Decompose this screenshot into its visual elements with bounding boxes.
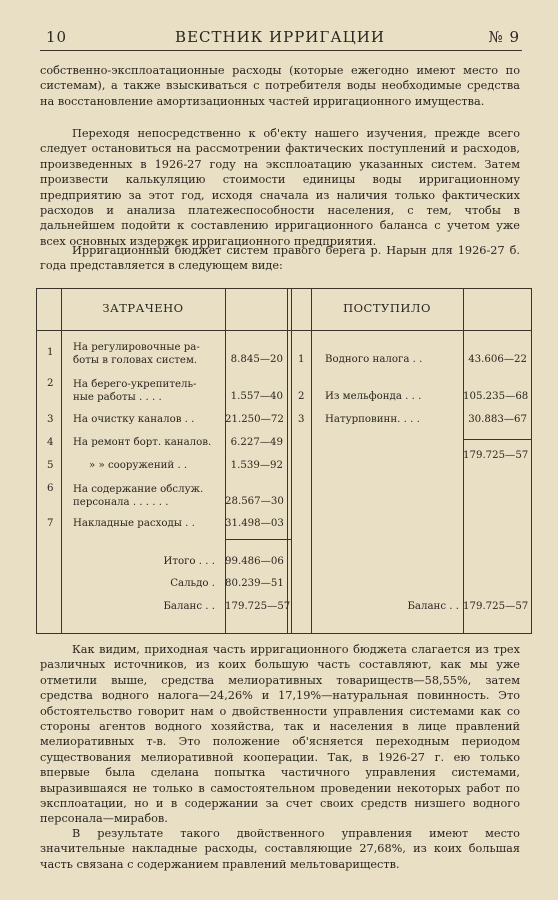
paragraph-5: В результате такого двойственного управления имеют место значительные накладные расходы, составляющие 27,68%, из коих большая часть связана с содержанием правлений мельтовариществ. xyxy=(40,827,520,871)
received-row-num: 3 xyxy=(298,414,305,425)
spent-total-amount: 179.725—57 xyxy=(225,601,291,612)
spent-total-amount: 80.239—51 xyxy=(225,578,284,589)
spent-row-amount: 6.227—49 xyxy=(230,437,283,448)
spent-row-num: 4 xyxy=(47,437,54,448)
spent-row-label: На содержание обслуж. персонала . . . . . . xyxy=(73,484,204,508)
header-rule xyxy=(40,50,522,51)
spent-row-amount: 1.557—40 xyxy=(230,391,283,402)
spent-row-label: Накладные расходы . . xyxy=(73,518,195,529)
spent-row-amount: 21.250—72 xyxy=(225,414,284,425)
spent-row-num: 1 xyxy=(47,347,54,358)
received-balance-label: Баланс . . xyxy=(407,601,459,612)
received-row-amount: 43.606—22 xyxy=(468,354,527,365)
paragraph-1: собственно-эксплоатационные расходы (которые ежегодно имеют место по системам), а также взыскиваться с потребителя воды необходимые средства на восстановление амортизационных частей ирригационного имущества. xyxy=(40,64,520,108)
spent-row-num: 3 xyxy=(47,414,54,425)
page-header xyxy=(40,28,520,50)
paragraph-3: Ирригационный бюджет систем правого берега р. Нарын для 1926-27 б. года представляется в следующем виде: xyxy=(40,244,520,273)
spent-row-amount: 1.539—92 xyxy=(230,460,283,471)
received-row-label: Натурповинн. . . . xyxy=(325,414,420,425)
spent-total-label: Сальдо . xyxy=(170,578,215,589)
spent-row-label: » » сооружений . . xyxy=(89,460,188,471)
journal-title: ВЕСТНИК ИРРИГАЦИИ xyxy=(175,28,385,46)
spent-row-amount: 28.567—30 xyxy=(225,496,284,507)
budget-table xyxy=(36,288,532,634)
received-row-amount: 105.235—68 xyxy=(463,391,529,402)
column-header-received: ПОСТУПИЛО xyxy=(343,301,431,315)
issue-number: № 9 xyxy=(488,28,520,46)
received-row-num: 2 xyxy=(298,391,305,402)
spent-row-label: На очистку каналов . . xyxy=(73,414,195,425)
spent-row-amount: 31.498—03 xyxy=(225,518,284,529)
received-subtotal: 179.725—57 xyxy=(463,450,529,461)
spent-row-amount: 8.845—20 xyxy=(230,354,283,365)
spent-total-label: Итого . . . xyxy=(163,556,215,567)
spent-total-label: Баланс . . xyxy=(163,601,215,612)
spent-row-num: 2 xyxy=(47,378,54,389)
page-number: 10 xyxy=(46,28,68,46)
received-row-amount: 30.883—67 xyxy=(468,414,527,425)
received-row-num: 1 xyxy=(298,354,305,365)
spent-total-amount: 99.486—06 xyxy=(225,556,284,567)
received-balance-amount: 179.725—57 xyxy=(463,601,529,612)
spent-row-label: На регулировочные ра- боты в головах систем. xyxy=(73,342,200,366)
received-row-label: Водного налога . . xyxy=(325,354,423,365)
spent-row-label: На берего-укрепитель- ные работы . . . . xyxy=(73,379,197,403)
spent-row-num: 5 xyxy=(47,460,54,471)
spent-row-num: 7 xyxy=(47,518,54,529)
received-row-label: Из мельфонда . . . xyxy=(325,391,422,402)
paragraph-4: Как видим, приходная часть ирригационного бюджета слагается из трех различных источников, из коих большую часть составляют, как мы уже отметили выше, средства мелиоративных товариществ—58,55%, затем средства водного налога—24,26% и 17,19%—натуральная повинность. Это обстоятельство говорит нам о двойственности управления системами как со стороны агентов водного хозяйства, так и населения в лице правлений мелиоративных т-в. Это положение об'ясняется переходным периодом существования мелиоративной кооперации. Так, в 1926-27 г. ею только впервые была сделана попытка частичного управления системами, выразившаяся не только в самостоятельном проведении некоторых работ по эксплоатации, но и в содержании за счет своих средств низшего водного персонала—мирабов. xyxy=(40,643,520,826)
column-header-spent: ЗАТРАЧЕНО xyxy=(102,301,184,315)
spent-row-label: На ремонт борт. каналов. xyxy=(73,437,212,448)
paragraph-2: Переходя непосредственно к об'екту нашего изучения, прежде всего следует остановиться на рассмотрении фактических поступлений и расходов, произведенных в 1926-27 году на эксплоатацию указанных систем. Затем произвести калькуляцию стоимости единицы воды ирригационному предприятию за этот год, исходя сначала из наличия только фактических расходов и анализа платежеспособности населения, с тем, чтобы в дальнейшем подойти к составлению ирригационного баланса с учетом уже всех основных издержек ирригационного предприятия. xyxy=(40,127,520,248)
spent-row-num: 6 xyxy=(47,483,54,494)
